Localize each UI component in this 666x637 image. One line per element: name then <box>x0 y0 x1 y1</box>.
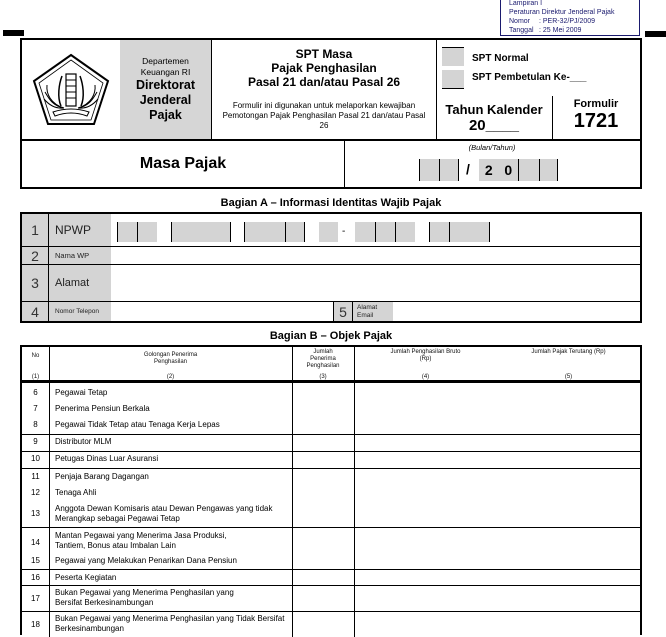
corner-marker-right <box>645 31 666 37</box>
row-no: 9 <box>33 437 38 446</box>
row-label: Pegawai yang Melakukan Penarikan Dana Pensiun <box>55 556 237 565</box>
col-index: (2) <box>166 374 175 380</box>
row-no: 8 <box>33 420 38 429</box>
row-no: 17 <box>31 594 40 603</box>
year-digit-4[interactable] <box>539 159 558 181</box>
spt-pembetulan-checkbox[interactable] <box>442 70 464 89</box>
npwp-box[interactable] <box>137 222 157 242</box>
col-label: Jumlah Pajak Terutang (Rp) <box>531 349 606 355</box>
row-divider <box>22 569 640 570</box>
row-divider <box>22 527 640 528</box>
form-title <box>212 47 436 89</box>
tanggal-value: : 25 Mei 2009 <box>539 27 582 34</box>
dept-name: Pajak <box>149 108 182 122</box>
lampiran-nomor <box>509 17 639 26</box>
dept-line: Departemen <box>142 56 189 66</box>
masa-pajak-row <box>20 139 642 189</box>
nomor-label: Nomor <box>509 18 531 25</box>
col-divider <box>354 347 355 637</box>
row-no: 11 <box>31 472 40 481</box>
row-no: 13 <box>31 509 40 518</box>
corner-marker-left <box>3 30 24 36</box>
djp-logo-icon <box>31 52 111 128</box>
row-no: 6 <box>33 388 38 397</box>
nama-wp-row[interactable] <box>22 247 640 265</box>
col-index: (4) <box>421 374 430 380</box>
telepon-input[interactable] <box>111 302 333 321</box>
section-a-title: Bagian A – Informasi Identitas Wajib Pajak <box>220 197 442 209</box>
row-divider <box>22 434 640 435</box>
row-divider <box>22 468 640 469</box>
bulan-tahun-hint: (Bulan/Tahun) <box>468 143 516 152</box>
tahun-kalender-cell <box>436 96 553 139</box>
masa-pajak-label: Masa Pajak <box>22 141 345 187</box>
row-no: 7 <box>33 404 38 413</box>
row-number: 4 <box>22 302 49 321</box>
tanggal-label: Tanggal <box>509 27 534 34</box>
title-line: Pajak Penghasilan <box>271 61 377 75</box>
row-label: Bukan Pegawai yang Menerima Penghasilan yang Tidak Bersifat Berkesinambungan <box>55 614 285 633</box>
row-label: Bukan Pegawai yang Menerima Penghasilan yang Bersifat Berkesinambungan <box>55 588 234 607</box>
npwp-box[interactable] <box>117 222 137 242</box>
row-no: 10 <box>31 454 40 463</box>
lampiran-regulation: Peraturan Direktur Jenderal Pajak <box>509 9 615 16</box>
npwp-row <box>22 214 640 247</box>
department-cell <box>120 40 212 139</box>
title-line: SPT Masa <box>295 47 353 61</box>
form-title-cell <box>212 40 437 139</box>
npwp-box[interactable] <box>429 222 449 242</box>
nama-wp-label: Nama WP <box>49 247 111 264</box>
spt-normal-label: SPT Normal <box>472 53 529 64</box>
col-label: Golongan Penerima Penghasilan <box>143 352 198 365</box>
row-label: Penjaja Barang Dagangan <box>55 472 149 481</box>
dept-name: Jenderal <box>139 93 192 107</box>
lampiran-tanggal <box>509 26 639 35</box>
row-label: Peserta Kegiatan <box>55 573 117 582</box>
year-digit: 2 <box>484 162 493 178</box>
year-prefix <box>479 159 519 181</box>
row-divider <box>22 585 640 586</box>
row-no: 15 <box>31 556 40 565</box>
row-divider <box>22 611 640 612</box>
year-digit-3[interactable] <box>519 159 539 181</box>
formulir-cell <box>552 96 640 139</box>
row-no: 16 <box>31 573 40 582</box>
npwp-box[interactable] <box>449 222 490 242</box>
row-number: 3 <box>22 265 49 301</box>
col-header-pajak <box>497 349 640 356</box>
row-number: 1 <box>22 214 49 246</box>
logo-cell <box>22 40 121 139</box>
npwp-box[interactable] <box>319 222 338 242</box>
npwp-box[interactable] <box>285 222 305 242</box>
row-label: Tenaga Ahli <box>55 488 97 497</box>
formulir-label: Formulir <box>573 98 619 110</box>
month-digit-2[interactable] <box>439 159 459 181</box>
spt-type-cell <box>436 40 640 139</box>
header-divider <box>22 380 640 383</box>
row-no: 12 <box>31 488 40 497</box>
title-line: Pasal 21 dan/atau Pasal 26 <box>247 75 401 89</box>
npwp-label: NPWP <box>49 214 111 246</box>
dept-line: Keuangan RI <box>140 67 191 77</box>
col-index: (5) <box>564 374 573 380</box>
lampiran-line: Lampiran I <box>509 0 543 7</box>
dept-name: Direktorat <box>135 78 196 92</box>
row-label: Pegawai Tetap <box>55 388 108 397</box>
email-label: Alamat Email <box>353 302 393 321</box>
col-label: No <box>31 353 40 359</box>
tahun-label: Tahun Kalender <box>445 102 543 117</box>
row-label: Anggota Dewan Komisaris atau Dewan Pengawas yang tidak Merangkap sebagai Pegawai Tetap <box>55 504 273 523</box>
npwp-box[interactable] <box>375 222 395 242</box>
formulir-number: 1721 <box>573 110 619 132</box>
col-label: Jumlah Penghasilan Bruto (Rp) <box>390 349 461 362</box>
row-label: Distributor MLM <box>55 437 112 446</box>
year-digit: 0 <box>504 162 513 178</box>
spt-pembetulan-label: SPT Pembetulan Ke-___ <box>472 72 587 83</box>
npwp-box[interactable] <box>244 222 285 242</box>
row-number: 2 <box>22 247 49 264</box>
npwp-box[interactable] <box>171 222 231 242</box>
spt-normal-checkbox[interactable] <box>442 47 464 66</box>
col-divider <box>292 347 293 637</box>
col-header-no <box>22 353 49 360</box>
npwp-box[interactable] <box>395 222 415 242</box>
row-number: 5 <box>333 302 353 321</box>
contact-row <box>22 302 640 321</box>
section-b-table <box>20 345 642 635</box>
slash-separator: / <box>466 161 470 177</box>
row-no: 18 <box>31 620 40 629</box>
lampiran-box <box>500 0 640 36</box>
col-header-golongan <box>49 352 292 366</box>
npwp-dash: - <box>342 226 346 237</box>
col-label: Jumlah Penerima Penghasilan <box>306 349 340 369</box>
alamat-row[interactable] <box>22 265 640 302</box>
col-header-jumlah-penerima <box>292 349 354 370</box>
section-a-table <box>20 212 642 323</box>
section-b-title: Bagian B – Objek Pajak <box>269 330 393 342</box>
alamat-label: Alamat <box>49 265 111 301</box>
email-input[interactable] <box>393 302 640 321</box>
month-digit-1[interactable] <box>419 159 439 181</box>
tahun-input[interactable]: 20____ <box>468 117 520 134</box>
npwp-box[interactable] <box>355 222 375 242</box>
nomor-value: : PER-32/PJ/2009 <box>539 18 596 25</box>
form-description: Formulir ini digunakan untuk melaporkan kewajiban Pemotongan Pajak Penghasilan Pasal 21 dan/atau Pasal 26 <box>222 101 426 130</box>
telepon-label: Nomor Telepon <box>49 302 111 321</box>
col-index: (1) <box>31 374 40 380</box>
row-label: Penerima Pensiun Berkala <box>55 404 150 413</box>
row-label: Mantan Pegawai yang Menerima Jasa Produksi, Tantiem, Bonus atau Imbalan Lain <box>55 531 227 550</box>
row-no: 14 <box>31 538 40 547</box>
col-header-bruto <box>354 349 497 363</box>
row-label: Pegawai Tidak Tetap atau Tenaga Kerja Lepas <box>55 420 220 429</box>
col-index: (3) <box>319 374 327 380</box>
row-label: Petugas Dinas Luar Asuransi <box>55 454 159 463</box>
form-header <box>20 38 642 141</box>
col-divider <box>49 347 50 637</box>
row-divider <box>22 451 640 452</box>
